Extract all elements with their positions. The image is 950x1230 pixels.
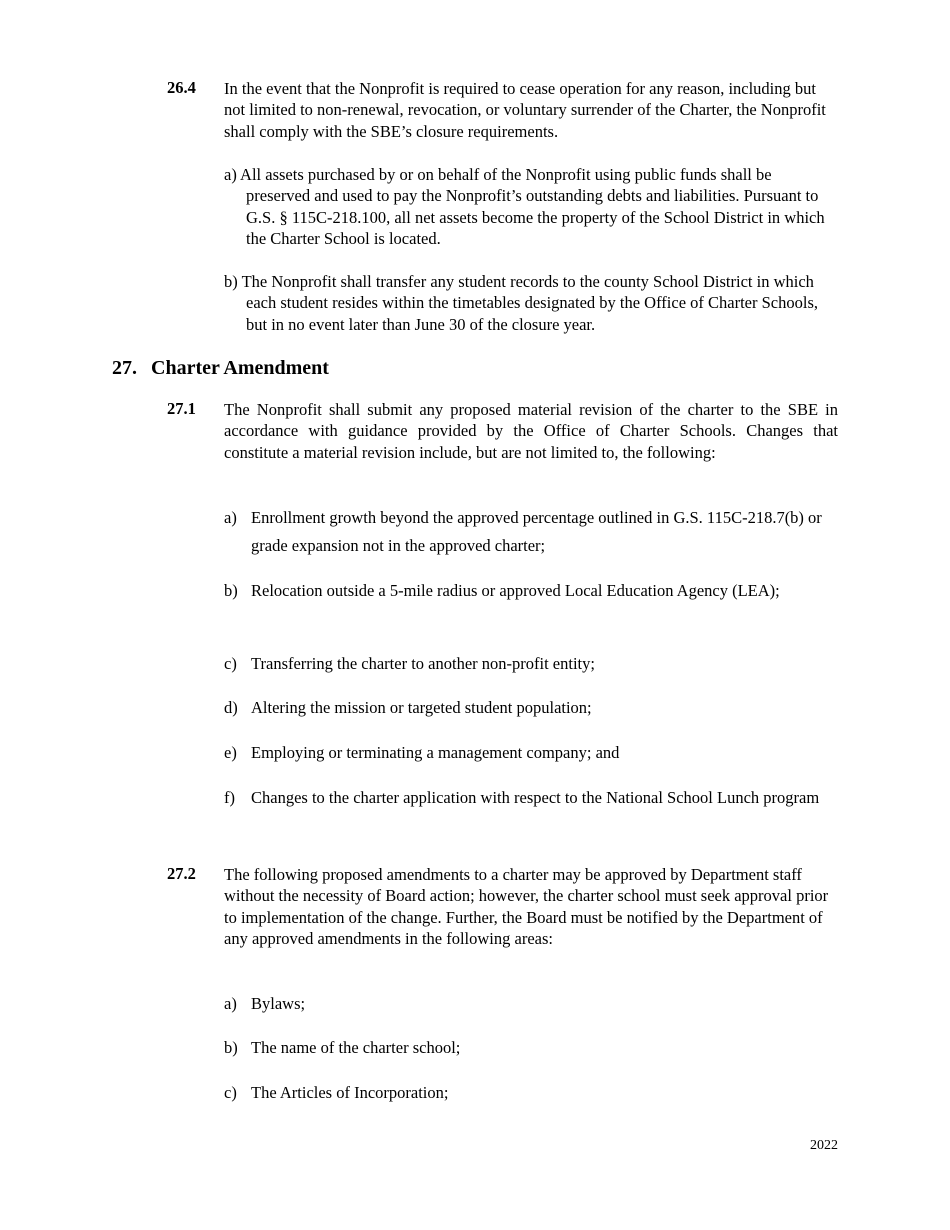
paragraph-27-2: The following proposed amendments to a charter may be approved by Department staff without the necessity of Board action; however, the charter school must seek approval prior to implementation of the change. Further, the Board must be notified by the Department of any approved amendments in the following areas: bbox=[224, 865, 829, 949]
list-item-text: Changes to the charter application with respect to the National School Lunch program bbox=[251, 788, 820, 807]
list-item-text: Enrollment growth beyond the approved percentage outlined in G.S. 115C-218.7(b) or grade expansion not in the approved charter; bbox=[251, 508, 822, 555]
list-item-27-1-e bbox=[224, 739, 838, 767]
section-heading-title: Charter Amendment bbox=[151, 357, 329, 379]
list-item-27-1-c bbox=[224, 650, 838, 678]
list-item-27-2-c bbox=[224, 1079, 838, 1107]
list-item-label: c) bbox=[224, 1083, 237, 1102]
list-item-text: The Articles of Incorporation; bbox=[251, 1083, 449, 1102]
list-item-label: b) bbox=[224, 1038, 238, 1057]
list-item-label: f) bbox=[224, 788, 235, 807]
paragraph-26-4-a: a) All assets purchased by or on behalf of the Nonprofit using public funds shall be preserved and used to pay the Nonprofit’s outstanding debts and liabilities. Pursuant to G.S. § 115C-218.100, all net assets become the property of the School District in which the Charter School is located. bbox=[224, 165, 825, 249]
list-item-text: Bylaws; bbox=[251, 994, 306, 1013]
list-item-27-1-f bbox=[224, 784, 838, 812]
list-item-text: Relocation outside a 5-mile radius or approved Local Education Agency (LEA); bbox=[251, 581, 780, 600]
list-item-27-2-a bbox=[224, 990, 838, 1018]
paragraph-26-4: In the event that the Nonprofit is required to cease operation for any reason, including but not limited to non-renewal, revocation, or voluntary surrender of the Charter, the Nonprofit shall comply with the SBE’s closure requirements. bbox=[224, 79, 826, 141]
paragraph-26-4-b: b) The Nonprofit shall transfer any student records to the county School District in which each student resides within the timetables designated by the Office of Charter Schools, but in no event later than June 30 of the closure year. bbox=[224, 272, 818, 334]
list-item-27-1-a bbox=[224, 504, 838, 560]
section-number-27-1: 27.1 bbox=[167, 399, 196, 418]
list-item-27-2-b bbox=[224, 1034, 838, 1062]
list-item-27-1-b bbox=[224, 577, 838, 605]
list-item-27-1-d bbox=[224, 694, 838, 722]
list-item-label: d) bbox=[224, 698, 238, 717]
section-number-27-2: 27.2 bbox=[167, 864, 196, 883]
list-item-text: The name of the charter school; bbox=[251, 1038, 461, 1057]
section-heading-27 bbox=[112, 357, 329, 380]
list-item-text: Transferring the charter to another non-profit entity; bbox=[251, 654, 595, 673]
list-item-text: Altering the mission or targeted student population; bbox=[251, 698, 592, 717]
paragraph-27-1: The Nonprofit shall submit any proposed material revision of the charter to the SBE in accordance with guidance provided by the Office of Charter Schools. Changes that constitute a material revision include, but are not limited to, the following: bbox=[224, 400, 838, 462]
list-item-label: e) bbox=[224, 743, 237, 762]
list-item-label: a) bbox=[224, 508, 237, 527]
section-number-26-4: 26.4 bbox=[167, 78, 196, 97]
page-footer-label: 2022 bbox=[810, 1138, 838, 1153]
list-item-label: b) bbox=[224, 581, 238, 600]
section-heading-number: 27. bbox=[112, 357, 137, 379]
list-item-label: a) bbox=[224, 994, 237, 1013]
list-item-label: c) bbox=[224, 654, 237, 673]
list-item-text: Employing or terminating a management company; and bbox=[251, 743, 620, 762]
